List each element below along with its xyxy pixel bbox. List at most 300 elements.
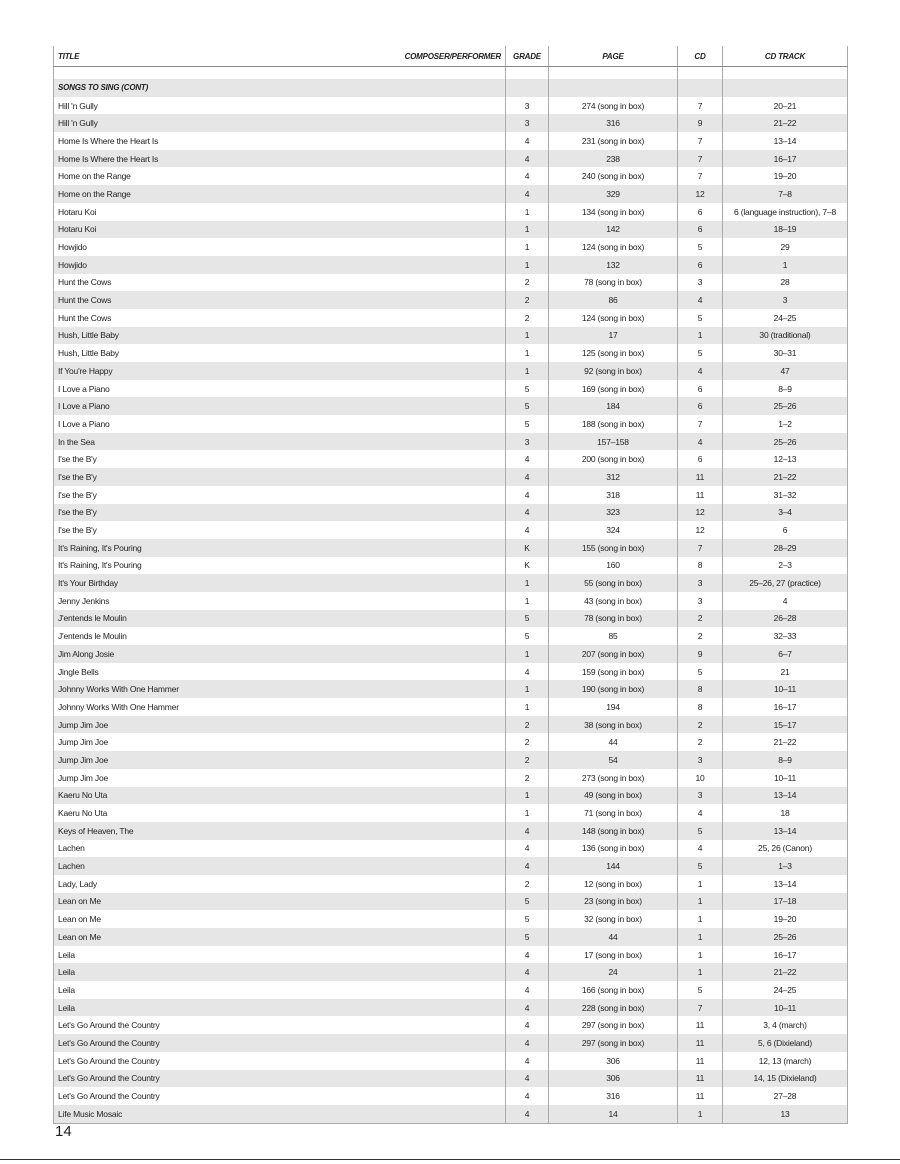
grade-cell: 1 [506, 327, 549, 345]
page-cell: 44 [549, 928, 678, 946]
page-cell: 316 [549, 1087, 678, 1105]
table-row [54, 415, 848, 433]
composer-cell [344, 344, 506, 362]
song-title: Hunt the Cows [54, 309, 344, 327]
header-page: PAGE [549, 46, 678, 67]
table-row [54, 698, 848, 716]
table-row [54, 787, 848, 805]
cd-cell: 3 [678, 274, 723, 292]
grade-cell: 4 [506, 1034, 549, 1052]
page-number: 14 [55, 1123, 72, 1140]
track-cell: 14, 15 (Dixieland) [723, 1070, 848, 1088]
page-cell: 24 [549, 963, 678, 981]
grade-cell: 2 [506, 291, 549, 309]
track-cell: 24–25 [723, 981, 848, 999]
grade-cell: 4 [506, 468, 549, 486]
table-row [54, 291, 848, 309]
grade-cell: 3 [506, 97, 549, 115]
composer-cell [344, 804, 506, 822]
cd-cell: 5 [678, 822, 723, 840]
composer-cell [344, 1052, 506, 1070]
grade-cell: K [506, 539, 549, 557]
track-cell: 1–3 [723, 857, 848, 875]
page-cell: 38 (song in box) [549, 716, 678, 734]
track-cell: 30–31 [723, 344, 848, 362]
page-cell: 184 [549, 397, 678, 415]
table-row [54, 627, 848, 645]
track-cell: 10–11 [723, 769, 848, 787]
table-row [54, 167, 848, 185]
cd-cell: 2 [678, 716, 723, 734]
composer-cell [344, 132, 506, 150]
page-cell: 49 (song in box) [549, 787, 678, 805]
song-title: J'entends le Moulin [54, 627, 344, 645]
cd-cell: 4 [678, 804, 723, 822]
composer-cell [344, 574, 506, 592]
grade-cell: 2 [506, 733, 549, 751]
cd-cell: 5 [678, 344, 723, 362]
page-cell: 169 (song in box) [549, 380, 678, 398]
table-row [54, 840, 848, 858]
track-cell: 12–13 [723, 450, 848, 468]
grade-cell: 4 [506, 999, 549, 1017]
page-cell: 297 (song in box) [549, 1016, 678, 1034]
track-cell: 21–22 [723, 468, 848, 486]
table-row [54, 910, 848, 928]
composer-cell [344, 221, 506, 239]
song-title: Jump Jim Joe [54, 751, 344, 769]
track-cell: 15–17 [723, 716, 848, 734]
track-cell: 25–26, 27 (practice) [723, 574, 848, 592]
grade-cell: 1 [506, 645, 549, 663]
cd-cell: 7 [678, 97, 723, 115]
grade-cell: 2 [506, 274, 549, 292]
composer-cell [344, 645, 506, 663]
cd-cell: 1 [678, 893, 723, 911]
table-row [54, 132, 848, 150]
song-title: Hush, Little Baby [54, 344, 344, 362]
track-cell: 3–4 [723, 504, 848, 522]
page-cell: 200 (song in box) [549, 450, 678, 468]
table-row [54, 468, 848, 486]
grade-cell: 2 [506, 875, 549, 893]
track-cell: 19–20 [723, 167, 848, 185]
cd-cell: 6 [678, 450, 723, 468]
header-grade: GRADE [506, 46, 549, 67]
composer-cell [344, 256, 506, 274]
header-composer: COMPOSER/PERFORMER [344, 46, 506, 67]
grade-cell: 3 [506, 114, 549, 132]
page-cell: 274 (song in box) [549, 97, 678, 115]
song-title: Leila [54, 963, 344, 981]
composer-cell [344, 450, 506, 468]
page-cell: 231 (song in box) [549, 132, 678, 150]
song-title: I'se the B'y [54, 521, 344, 539]
page-cell: 160 [549, 557, 678, 575]
table-row [54, 256, 848, 274]
composer-cell [344, 680, 506, 698]
table-row [54, 309, 848, 327]
cd-cell: 6 [678, 397, 723, 415]
table-row [54, 769, 848, 787]
cd-cell: 7 [678, 167, 723, 185]
composer-cell [344, 787, 506, 805]
grade-cell: 4 [506, 486, 549, 504]
table-row [54, 999, 848, 1017]
song-title: Howjido [54, 238, 344, 256]
table-row [54, 1087, 848, 1105]
table-row [54, 645, 848, 663]
page-cell: 240 (song in box) [549, 167, 678, 185]
song-title: It's Your Birthday [54, 574, 344, 592]
grade-cell: 1 [506, 362, 549, 380]
table-row [54, 928, 848, 946]
track-cell: 18–19 [723, 221, 848, 239]
page-cell: 148 (song in box) [549, 822, 678, 840]
song-title: Johnny Works With One Hammer [54, 698, 344, 716]
table-row [54, 1070, 848, 1088]
track-cell: 16–17 [723, 150, 848, 168]
cd-cell: 1 [678, 963, 723, 981]
track-cell: 1 [723, 256, 848, 274]
song-title: Let's Go Around the Country [54, 1070, 344, 1088]
song-title: I'se the B'y [54, 486, 344, 504]
song-title: Hotaru Koi [54, 221, 344, 239]
page-cell: 190 (song in box) [549, 680, 678, 698]
table-row [54, 804, 848, 822]
track-cell: 21–22 [723, 733, 848, 751]
grade-cell: 1 [506, 344, 549, 362]
song-title: Jump Jim Joe [54, 716, 344, 734]
composer-cell [344, 433, 506, 451]
grade-cell: 2 [506, 769, 549, 787]
table-row [54, 450, 848, 468]
cd-cell: 3 [678, 751, 723, 769]
table-row [54, 592, 848, 610]
track-cell: 18 [723, 804, 848, 822]
table-row [54, 857, 848, 875]
composer-cell [344, 963, 506, 981]
song-index-table [53, 46, 848, 1124]
song-title: Hunt the Cows [54, 291, 344, 309]
cd-cell: 5 [678, 981, 723, 999]
header-row [54, 46, 848, 67]
grade-cell: 4 [506, 840, 549, 858]
table-row [54, 185, 848, 203]
cd-cell: 4 [678, 362, 723, 380]
grade-cell: 1 [506, 574, 549, 592]
grade-cell: 5 [506, 910, 549, 928]
composer-cell [344, 238, 506, 256]
song-title: Hush, Little Baby [54, 327, 344, 345]
table-row [54, 274, 848, 292]
track-cell: 26–28 [723, 610, 848, 628]
track-cell: 25–26 [723, 928, 848, 946]
composer-cell [344, 627, 506, 645]
track-cell: 6–7 [723, 645, 848, 663]
song-title: Lean on Me [54, 910, 344, 928]
cd-cell: 1 [678, 910, 723, 928]
cd-cell: 4 [678, 433, 723, 451]
page-cell: 17 (song in box) [549, 946, 678, 964]
composer-cell [344, 592, 506, 610]
track-cell: 25, 26 (Canon) [723, 840, 848, 858]
cd-cell: 12 [678, 521, 723, 539]
song-title: Leila [54, 981, 344, 999]
track-cell: 28 [723, 274, 848, 292]
song-title: Lean on Me [54, 928, 344, 946]
table-row [54, 574, 848, 592]
song-title: Home on the Range [54, 167, 344, 185]
composer-cell [344, 999, 506, 1017]
grade-cell: 4 [506, 981, 549, 999]
grade-cell: 5 [506, 610, 549, 628]
composer-cell [344, 716, 506, 734]
cd-cell: 2 [678, 733, 723, 751]
composer-cell [344, 981, 506, 999]
track-cell: 12, 13 (march) [723, 1052, 848, 1070]
grade-cell: 4 [506, 1052, 549, 1070]
composer-cell [344, 1070, 506, 1088]
track-cell: 32–33 [723, 627, 848, 645]
song-title: Home on the Range [54, 185, 344, 203]
cd-cell: 6 [678, 203, 723, 221]
composer-cell [344, 468, 506, 486]
composer-cell [344, 397, 506, 415]
cd-cell: 12 [678, 504, 723, 522]
table-row [54, 1105, 848, 1123]
cd-cell: 4 [678, 840, 723, 858]
song-title: Leila [54, 946, 344, 964]
composer-cell [344, 97, 506, 115]
table-row [54, 610, 848, 628]
table-row [54, 433, 848, 451]
table-row [54, 203, 848, 221]
track-cell: 21–22 [723, 114, 848, 132]
cd-cell: 9 [678, 645, 723, 663]
song-title: If You're Happy [54, 362, 344, 380]
cd-cell: 7 [678, 415, 723, 433]
grade-cell: 4 [506, 132, 549, 150]
composer-cell [344, 751, 506, 769]
table-row [54, 486, 848, 504]
page-cell: 23 (song in box) [549, 893, 678, 911]
song-title: Home Is Where the Heart Is [54, 132, 344, 150]
cd-cell: 1 [678, 946, 723, 964]
page-cell: 44 [549, 733, 678, 751]
page-cell: 323 [549, 504, 678, 522]
song-title: Jingle Bells [54, 663, 344, 681]
track-cell: 20–21 [723, 97, 848, 115]
track-cell: 47 [723, 362, 848, 380]
page-cell: 273 (song in box) [549, 769, 678, 787]
cd-cell: 3 [678, 787, 723, 805]
track-cell: 3 [723, 291, 848, 309]
track-cell: 6 (language instruction), 7–8 [723, 203, 848, 221]
page-cell: 306 [549, 1070, 678, 1088]
song-title: I Love a Piano [54, 415, 344, 433]
page-cell: 312 [549, 468, 678, 486]
track-cell: 8–9 [723, 380, 848, 398]
page-cell: 166 (song in box) [549, 981, 678, 999]
page-cell: 86 [549, 291, 678, 309]
composer-cell [344, 150, 506, 168]
song-title: Leila [54, 999, 344, 1017]
table-row [54, 963, 848, 981]
table-row [54, 875, 848, 893]
composer-cell [344, 769, 506, 787]
song-title: In the Sea [54, 433, 344, 451]
track-cell: 10–11 [723, 999, 848, 1017]
page-cell: 207 (song in box) [549, 645, 678, 663]
grade-cell: 4 [506, 963, 549, 981]
table-row [54, 221, 848, 239]
track-cell: 8–9 [723, 751, 848, 769]
page-cell: 238 [549, 150, 678, 168]
composer-cell [344, 946, 506, 964]
song-title: Hunt the Cows [54, 274, 344, 292]
composer-cell [344, 309, 506, 327]
grade-cell: 2 [506, 716, 549, 734]
page-cell: 78 (song in box) [549, 610, 678, 628]
header-track: CD TRACK [723, 46, 848, 67]
composer-cell [344, 875, 506, 893]
cd-cell: 11 [678, 1052, 723, 1070]
song-title: Let's Go Around the Country [54, 1052, 344, 1070]
table-row [54, 97, 848, 115]
table-row [54, 344, 848, 362]
page-cell: 78 (song in box) [549, 274, 678, 292]
song-title: Hill 'n Gully [54, 114, 344, 132]
page-cell: 316 [549, 114, 678, 132]
table-row [54, 362, 848, 380]
song-title: Lachen [54, 840, 344, 858]
table-row [54, 539, 848, 557]
grade-cell: 1 [506, 592, 549, 610]
grade-cell: K [506, 557, 549, 575]
page-cell: 194 [549, 698, 678, 716]
cd-cell: 7 [678, 539, 723, 557]
table-row [54, 521, 848, 539]
grade-cell: 4 [506, 150, 549, 168]
composer-cell [344, 857, 506, 875]
song-title: I Love a Piano [54, 380, 344, 398]
cd-cell: 5 [678, 309, 723, 327]
table-row [54, 946, 848, 964]
cd-cell: 6 [678, 256, 723, 274]
track-cell: 30 (traditional) [723, 327, 848, 345]
grade-cell: 4 [506, 1087, 549, 1105]
composer-cell [344, 380, 506, 398]
song-title: Lady, Lady [54, 875, 344, 893]
composer-cell [344, 1016, 506, 1034]
cd-cell: 8 [678, 557, 723, 575]
track-cell: 25–26 [723, 433, 848, 451]
table-row [54, 557, 848, 575]
track-cell: 2–3 [723, 557, 848, 575]
section-row [54, 79, 848, 97]
page-cell: 318 [549, 486, 678, 504]
composer-cell [344, 203, 506, 221]
song-title: I'se the B'y [54, 504, 344, 522]
page-cell: 132 [549, 256, 678, 274]
composer-cell [344, 539, 506, 557]
song-title: Let's Go Around the Country [54, 1034, 344, 1052]
grade-cell: 2 [506, 309, 549, 327]
composer-cell [344, 610, 506, 628]
grade-cell: 4 [506, 521, 549, 539]
song-title: Jenny Jenkins [54, 592, 344, 610]
cd-cell: 5 [678, 857, 723, 875]
page-cell: 43 (song in box) [549, 592, 678, 610]
spacer-row [54, 67, 848, 80]
page-cell: 85 [549, 627, 678, 645]
grade-cell: 4 [506, 1070, 549, 1088]
table-row [54, 663, 848, 681]
track-cell: 6 [723, 521, 848, 539]
table-row [54, 238, 848, 256]
track-cell: 21–22 [723, 963, 848, 981]
track-cell: 13–14 [723, 875, 848, 893]
grade-cell: 5 [506, 415, 549, 433]
track-cell: 27–28 [723, 1087, 848, 1105]
grade-cell: 4 [506, 167, 549, 185]
track-cell: 5, 6 (Dixieland) [723, 1034, 848, 1052]
grade-cell: 1 [506, 698, 549, 716]
cd-cell: 8 [678, 698, 723, 716]
track-cell: 13–14 [723, 132, 848, 150]
song-title: Home Is Where the Heart Is [54, 150, 344, 168]
cd-cell: 11 [678, 1034, 723, 1052]
composer-cell [344, 893, 506, 911]
table-row [54, 981, 848, 999]
page-cell: 228 (song in box) [549, 999, 678, 1017]
cd-cell: 3 [678, 574, 723, 592]
page-cell: 12 (song in box) [549, 875, 678, 893]
grade-cell: 4 [506, 185, 549, 203]
grade-cell: 5 [506, 397, 549, 415]
table-row [54, 1034, 848, 1052]
composer-cell [344, 663, 506, 681]
track-cell: 13–14 [723, 822, 848, 840]
grade-cell: 1 [506, 238, 549, 256]
page-cell: 55 (song in box) [549, 574, 678, 592]
composer-cell [344, 504, 506, 522]
track-cell: 1–2 [723, 415, 848, 433]
cd-cell: 1 [678, 928, 723, 946]
composer-cell [344, 1087, 506, 1105]
track-cell: 28–29 [723, 539, 848, 557]
song-title: Lachen [54, 857, 344, 875]
song-title: Let's Go Around the Country [54, 1016, 344, 1034]
table-row [54, 504, 848, 522]
track-cell: 4 [723, 592, 848, 610]
page-cell: 134 (song in box) [549, 203, 678, 221]
track-cell: 13 [723, 1105, 848, 1123]
track-cell: 16–17 [723, 698, 848, 716]
composer-cell [344, 733, 506, 751]
track-cell: 17–18 [723, 893, 848, 911]
composer-cell [344, 486, 506, 504]
page-cell: 92 (song in box) [549, 362, 678, 380]
composer-cell [344, 362, 506, 380]
page-cell: 142 [549, 221, 678, 239]
page-cell: 157–158 [549, 433, 678, 451]
cd-cell: 1 [678, 1105, 723, 1123]
page-cell: 159 (song in box) [549, 663, 678, 681]
cd-cell: 9 [678, 114, 723, 132]
cd-cell: 5 [678, 663, 723, 681]
